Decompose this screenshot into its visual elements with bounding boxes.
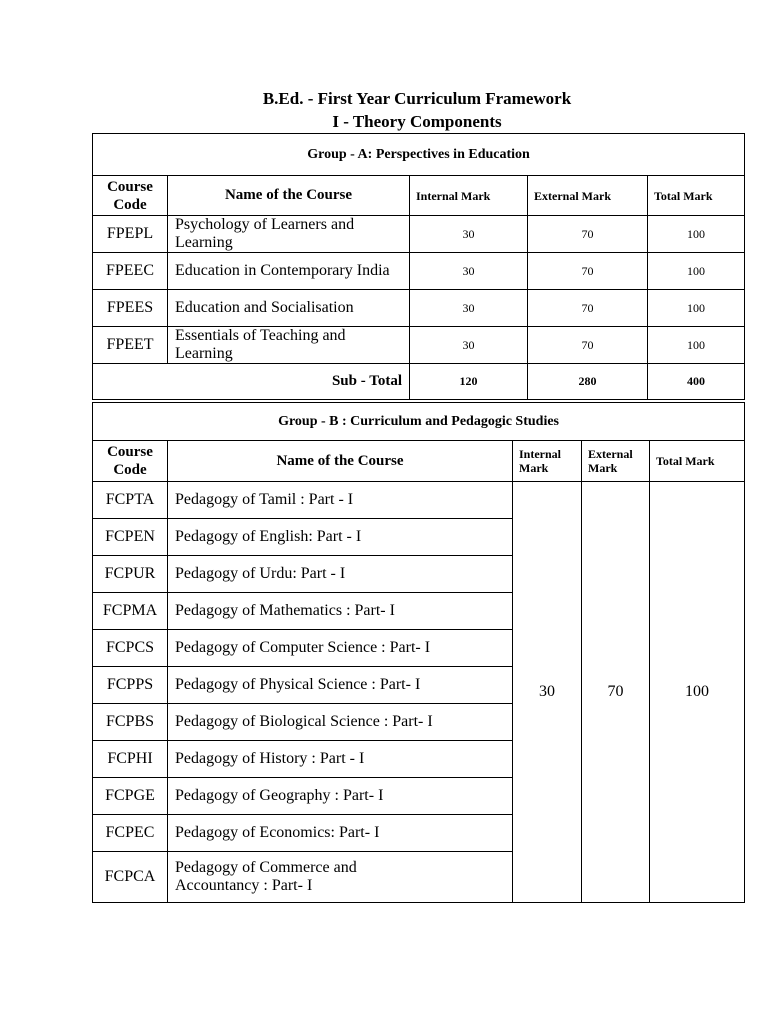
subtotal-total: 400 (648, 364, 745, 400)
course-name: Pedagogy of Urdu: Part - I (168, 556, 513, 593)
subtotal-external: 280 (528, 364, 648, 400)
course-code: FCPEC (93, 815, 168, 852)
course-name: Pedagogy of Physical Science : Part- I (168, 667, 513, 704)
course-code: FCPCS (93, 630, 168, 667)
total-mark-header: Total Mark (650, 441, 745, 482)
course-name: Pedagogy of Computer Science : Part- I (168, 630, 513, 667)
document-subtitle: I - Theory Components (332, 112, 502, 131)
course-name: Pedagogy of Mathematics : Part- I (168, 593, 513, 630)
course-code: FPEEC (93, 253, 168, 290)
course-name-line2: Learning (175, 345, 233, 362)
table-row (93, 327, 745, 364)
course-name: Pedagogy of English: Part - I (168, 519, 513, 556)
internal-mark-header: Internal Mark (410, 176, 528, 216)
internal-mark: 30 (513, 482, 582, 903)
internal-mark: 30 (410, 253, 528, 290)
total-mark: 100 (648, 216, 745, 253)
document-title: B.Ed. - First Year Curriculum Framework (262, 89, 572, 108)
course-code-header-line1: Course (107, 444, 153, 460)
table-row (93, 290, 745, 327)
group-b-heading: Group - B : Curriculum and Pedagogic Studies (93, 403, 745, 441)
course-code: FCPPS (93, 667, 168, 704)
course-code: FCPBS (93, 704, 168, 741)
course-code: FCPMA (93, 593, 168, 630)
course-code-header-line1: Course (107, 178, 153, 195)
course-name-line2: Learning (175, 234, 233, 251)
subtotal-internal: 120 (410, 364, 528, 400)
total-mark: 100 (648, 290, 745, 327)
external-mark: 70 (528, 327, 648, 364)
group-a-table (92, 133, 745, 400)
course-code: FPEPL (93, 216, 168, 253)
course-name-line1: Essentials of Teaching and (175, 327, 346, 344)
table-row (93, 482, 745, 519)
course-name (168, 327, 410, 364)
course-name: Education and Socialisation (168, 290, 410, 327)
course-code: FCPHI (93, 741, 168, 778)
internal-mark-header-line2: Mark (519, 461, 549, 475)
external-mark-header-line2: Mark (588, 461, 618, 475)
table-row (93, 216, 745, 253)
course-code: FCPEN (93, 519, 168, 556)
course-code: FCPGE (93, 778, 168, 815)
total-mark: 100 (648, 327, 745, 364)
course-name: Pedagogy of Economics: Part- I (168, 815, 513, 852)
course-code: FPEET (93, 327, 168, 364)
internal-mark-header-line1: Internal (519, 447, 561, 461)
group-a-heading: Group - A: Perspectives in Education (93, 134, 745, 176)
course-name: Education in Contemporary India (168, 253, 410, 290)
course-code: FPEES (93, 290, 168, 327)
internal-mark: 30 (410, 216, 528, 253)
subtotal-row (93, 364, 745, 400)
external-mark-header (582, 441, 650, 482)
course-code: FCPTA (93, 482, 168, 519)
external-mark: 70 (528, 253, 648, 290)
course-name: Pedagogy of Tamil : Part - I (168, 482, 513, 519)
course-code-header-line2: Code (113, 196, 147, 213)
internal-mark: 30 (410, 327, 528, 364)
course-name: Pedagogy of Biological Science : Part- I (168, 704, 513, 741)
course-code-header-line2: Code (113, 462, 147, 478)
course-name-line1: Pedagogy of Commerce and (175, 859, 357, 876)
course-code-header (93, 176, 168, 216)
external-mark: 70 (528, 216, 648, 253)
internal-mark: 30 (410, 290, 528, 327)
external-mark: 70 (582, 482, 650, 903)
course-name-header: Name of the Course (168, 176, 410, 216)
course-code: FCPCA (93, 852, 168, 903)
external-mark: 70 (528, 290, 648, 327)
course-name-line1: Psychology of Learners and (175, 216, 355, 233)
internal-mark-header (513, 441, 582, 482)
course-name: Pedagogy of Geography : Part- I (168, 778, 513, 815)
course-name (168, 852, 513, 903)
course-name-line2: Accountancy : Part- I (175, 877, 313, 894)
course-name-header: Name of the Course (168, 441, 513, 482)
group-b-table (92, 402, 745, 903)
subtotal-label: Sub - Total (93, 364, 410, 400)
course-code: FCPUR (93, 556, 168, 593)
course-name: Pedagogy of History : Part - I (168, 741, 513, 778)
external-mark-header: External Mark (528, 176, 648, 216)
course-code-header (93, 441, 168, 482)
total-mark: 100 (648, 253, 745, 290)
total-mark-header: Total Mark (648, 176, 745, 216)
external-mark-header-line1: External (588, 447, 633, 461)
table-row (93, 253, 745, 290)
total-mark: 100 (650, 482, 745, 903)
course-name (168, 216, 410, 253)
